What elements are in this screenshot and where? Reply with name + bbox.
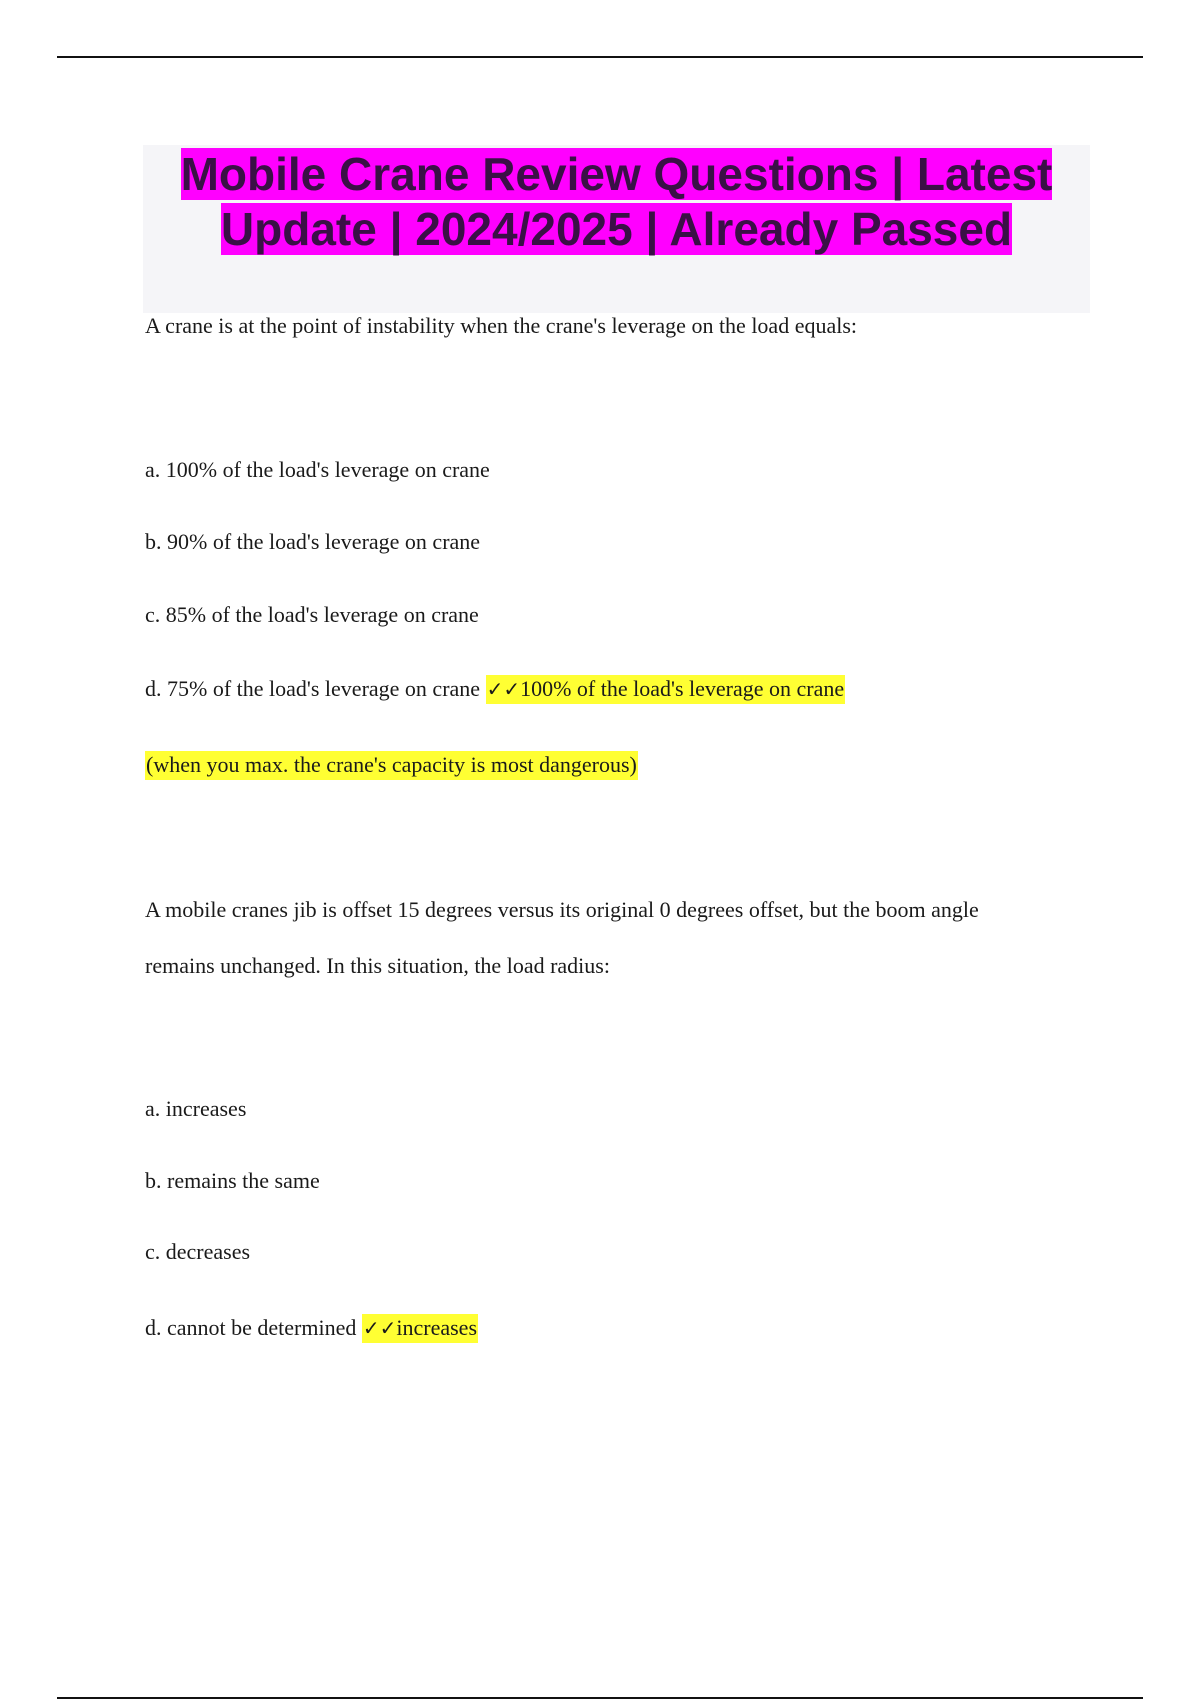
double-check-icon: ✓✓ <box>362 1316 397 1340</box>
question-1-option-c: c. 85% of the load's leverage on crane <box>145 602 479 627</box>
question-2-option-d: d. cannot be determined <box>145 1315 357 1340</box>
top-rule <box>57 56 1143 58</box>
question-2-option-b: b. remains the same <box>145 1168 320 1193</box>
question-1-explanation-row <box>145 750 638 780</box>
question-1-answer-text: 100% of the load's leverage on crane <box>520 676 845 701</box>
question-2-option-a: a. increases <box>145 1096 247 1121</box>
question-2-answer <box>362 1314 478 1343</box>
title-block <box>143 145 1090 313</box>
question-2-stem-line-1: A mobile cranes jib is offset 15 degrees versus its original 0 degrees offset, but the boom angle <box>145 897 979 922</box>
question-1-option-d-row <box>145 674 845 704</box>
question-1-option-a: a. 100% of the load's leverage on crane <box>145 457 490 482</box>
question-1-explanation: (when you max. the crane's capacity is most dangerous) <box>145 751 638 780</box>
question-2-answer-text: increases <box>396 1315 478 1340</box>
bottom-rule <box>57 1697 1143 1699</box>
document-title <box>143 145 1090 257</box>
title-highlight: Mobile Crane Review Questions | Latest Update | 2024/2025 | Already Passed <box>180 148 1053 255</box>
question-2-stem-line-2: remains unchanged. In this situation, the load radius: <box>145 953 610 978</box>
double-check-icon: ✓✓ <box>486 677 521 701</box>
question-2-option-c: c. decreases <box>145 1239 251 1264</box>
question-1-stem: A crane is at the point of instability when the crane's leverage on the load equals: <box>145 313 858 338</box>
question-1-option-b: b. 90% of the load's leverage on crane <box>145 529 481 554</box>
question-1-answer <box>486 675 846 704</box>
question-2-option-d-row <box>145 1313 478 1343</box>
question-1-option-d: d. 75% of the load's leverage on crane <box>145 676 481 701</box>
